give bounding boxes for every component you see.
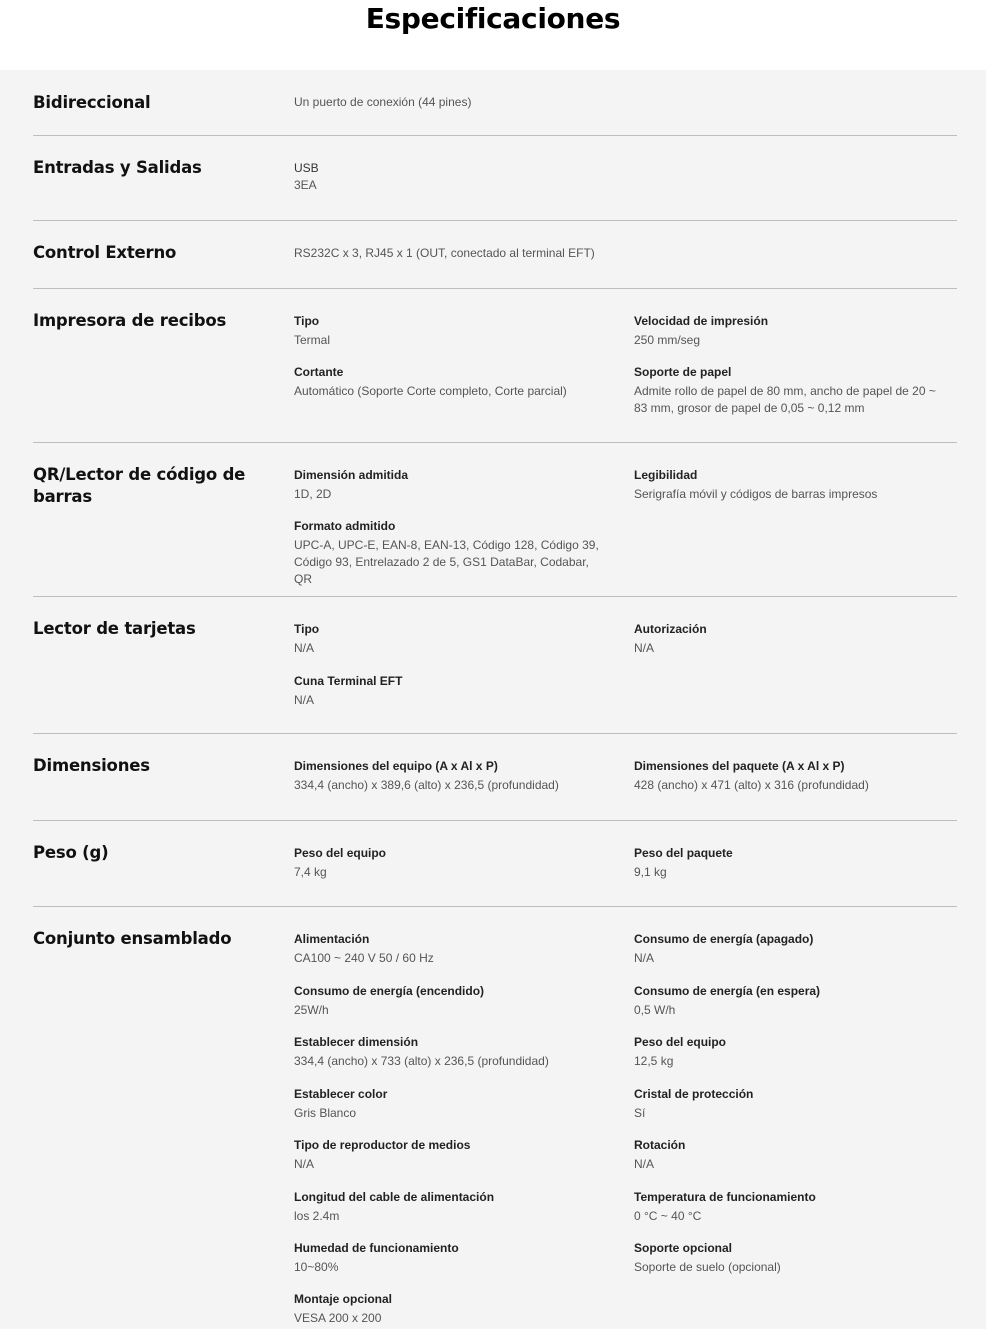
spec-cell: [294, 845, 609, 881]
spec-cell: [294, 1137, 609, 1173]
spec-category: Bidireccional: [33, 93, 151, 112]
spec-cell: [634, 1240, 949, 1276]
spec-cell: [634, 364, 949, 417]
spec-row-entradas-salidas: [33, 136, 957, 221]
spec-cell: [294, 758, 609, 794]
spec-label: Dimensiones del equipo (A x Al x P): [294, 759, 498, 773]
spec-category: Dimensiones: [33, 756, 150, 775]
spec-label: Longitud del cable de alimentación: [294, 1190, 495, 1204]
spec-label: Dimensiones del paquete (A x Al x P): [634, 759, 845, 773]
spec-label: Cortante: [294, 365, 344, 379]
spec-value: USB: [294, 161, 319, 175]
spec-value: Termal: [294, 333, 331, 347]
spec-cell: [634, 931, 949, 967]
spec-value: 12,5 kg: [634, 1054, 674, 1068]
spec-label: Temperatura de funcionamiento: [634, 1190, 816, 1204]
spec-label: Humedad de funcionamiento: [294, 1241, 459, 1255]
spec-label: Legibilidad: [634, 468, 698, 482]
page-title: Especificaciones: [365, 2, 621, 35]
spec-label: Autorización: [634, 622, 707, 636]
specs-table: [0, 70, 986, 1329]
spec-value: 428 (ancho) x 471 (alto) x 316 (profundidad): [634, 778, 869, 792]
spec-cell: [294, 673, 609, 709]
spec-value: 250 mm/seg: [634, 333, 701, 347]
spec-label: Formato admitido: [294, 519, 396, 533]
spec-value: 0,5 W/h: [634, 1003, 676, 1017]
spec-cell: [294, 364, 609, 400]
spec-label: Establecer dimensión: [294, 1035, 419, 1049]
spec-category: Peso (g): [33, 843, 109, 862]
spec-label: Dimensión admitida: [294, 468, 409, 482]
spec-label: Peso del equipo: [634, 1035, 727, 1049]
spec-value: Sí: [634, 1106, 646, 1120]
spec-cell: [294, 467, 609, 503]
spec-value: 9,1 kg: [634, 865, 667, 879]
spec-row-bidireccional: [33, 70, 957, 136]
spec-row-peso: [33, 821, 957, 907]
spec-value: Un puerto de conexión (44 pines): [294, 95, 472, 109]
spec-cell: [634, 1086, 949, 1122]
spec-cell: [634, 621, 949, 657]
spec-label: Tipo de reproductor de medios: [294, 1138, 471, 1152]
spec-cell: [294, 160, 609, 194]
spec-value: 334,4 (ancho) x 733 (alto) x 236,5 (profundidad): [294, 1054, 549, 1068]
spec-category: Lector de tarjetas: [33, 619, 196, 638]
spec-value: Admite rollo de papel de 80 mm, ancho de papel de 20 ~ 83 mm, grosor de papel de 0,05 ~ 0,12 mm: [634, 384, 936, 415]
spec-value: 334,4 (ancho) x 389,6 (alto) x 236,5 (profundidad): [294, 778, 559, 792]
spec-cell: [634, 313, 949, 349]
spec-cell: [294, 931, 609, 967]
spec-value: 25W/h: [294, 1003, 329, 1017]
spec-label: Tipo: [294, 314, 320, 328]
spec-cell: [294, 1034, 609, 1070]
page-header: [0, 0, 986, 70]
spec-value: 0 °C ~ 40 °C: [634, 1209, 702, 1223]
spec-cell: [294, 1189, 609, 1225]
spec-label: Peso del paquete: [634, 846, 733, 860]
spec-value: N/A: [634, 641, 655, 655]
spec-row-control-externo: [33, 221, 957, 289]
spec-value: Serigrafía móvil y códigos de barras impresos: [634, 487, 878, 501]
spec-cell: [294, 1086, 609, 1122]
spec-label: Consumo de energía (en espera): [634, 984, 821, 998]
spec-value: RS232C x 3, RJ45 x 1 (OUT, conectado al terminal EFT): [294, 246, 595, 260]
spec-category: Impresora de recibos: [33, 311, 227, 330]
spec-label: Montaje opcional: [294, 1292, 393, 1306]
spec-cell: [634, 758, 949, 794]
spec-cell: [294, 621, 609, 657]
spec-value: los 2.4m: [294, 1209, 340, 1223]
spec-value: Gris Blanco: [294, 1106, 357, 1120]
spec-category: Conjunto ensamblado: [33, 929, 232, 948]
spec-value: N/A: [294, 1157, 315, 1171]
spec-label: Soporte opcional: [634, 1241, 733, 1255]
spec-row-conjunto: [33, 907, 957, 1335]
spec-label: Tipo: [294, 622, 320, 636]
spec-label: Rotación: [634, 1138, 686, 1152]
spec-row-qr-lector: [33, 443, 957, 597]
spec-cell: [634, 1034, 949, 1070]
spec-label: Consumo de energía (encendido): [294, 984, 485, 998]
spec-row-impresora: [33, 289, 957, 443]
spec-label: Consumo de energía (apagado): [634, 932, 814, 946]
spec-cell: [294, 313, 609, 349]
spec-cell: [294, 1240, 609, 1276]
spec-label: Establecer color: [294, 1087, 388, 1101]
spec-cell: [294, 1291, 609, 1327]
spec-cell: [634, 1137, 949, 1173]
spec-cell: [294, 94, 609, 111]
spec-category: Entradas y Salidas: [33, 158, 202, 177]
spec-value: N/A: [294, 693, 315, 707]
spec-row-lector-tarjetas: [33, 597, 957, 734]
spec-cell: [634, 983, 949, 1019]
spec-value: CA100 ~ 240 V 50 / 60 Hz: [294, 951, 434, 965]
spec-value: 3EA: [294, 178, 317, 192]
spec-cell: [634, 845, 949, 881]
spec-label: Cristal de protección: [634, 1087, 754, 1101]
spec-value: 7,4 kg: [294, 865, 327, 879]
spec-label: Velocidad de impresión: [634, 314, 769, 328]
spec-value: Soporte de suelo (opcional): [634, 1260, 781, 1274]
spec-value: N/A: [634, 1157, 655, 1171]
spec-label: Alimentación: [294, 932, 370, 946]
spec-value: 10~80%: [294, 1260, 339, 1274]
spec-value: N/A: [634, 951, 655, 965]
spec-cell: [634, 1189, 949, 1225]
spec-value: N/A: [294, 641, 315, 655]
spec-cell: [634, 467, 949, 503]
spec-label: Peso del equipo: [294, 846, 387, 860]
spec-value: UPC-A, UPC-E, EAN-8, EAN-13, Código 128, Código 39, Código 93, Entrelazado 2 de 5, GS1 DataBar, Codabar, QR: [294, 538, 599, 586]
spec-cell: [294, 983, 609, 1019]
spec-value: VESA 200 x 200: [294, 1311, 382, 1325]
spec-label: Soporte de papel: [634, 365, 732, 379]
spec-row-dimensiones: [33, 734, 957, 821]
spec-category: Control Externo: [33, 243, 177, 262]
spec-cell: [294, 245, 609, 262]
spec-category: QR/Lector de código de barras: [33, 465, 246, 506]
spec-cell: [294, 518, 609, 588]
spec-value: 1D, 2D: [294, 487, 332, 501]
spec-value: Automático (Soporte Corte completo, Corte parcial): [294, 384, 567, 398]
spec-label: Cuna Terminal EFT: [294, 674, 403, 688]
